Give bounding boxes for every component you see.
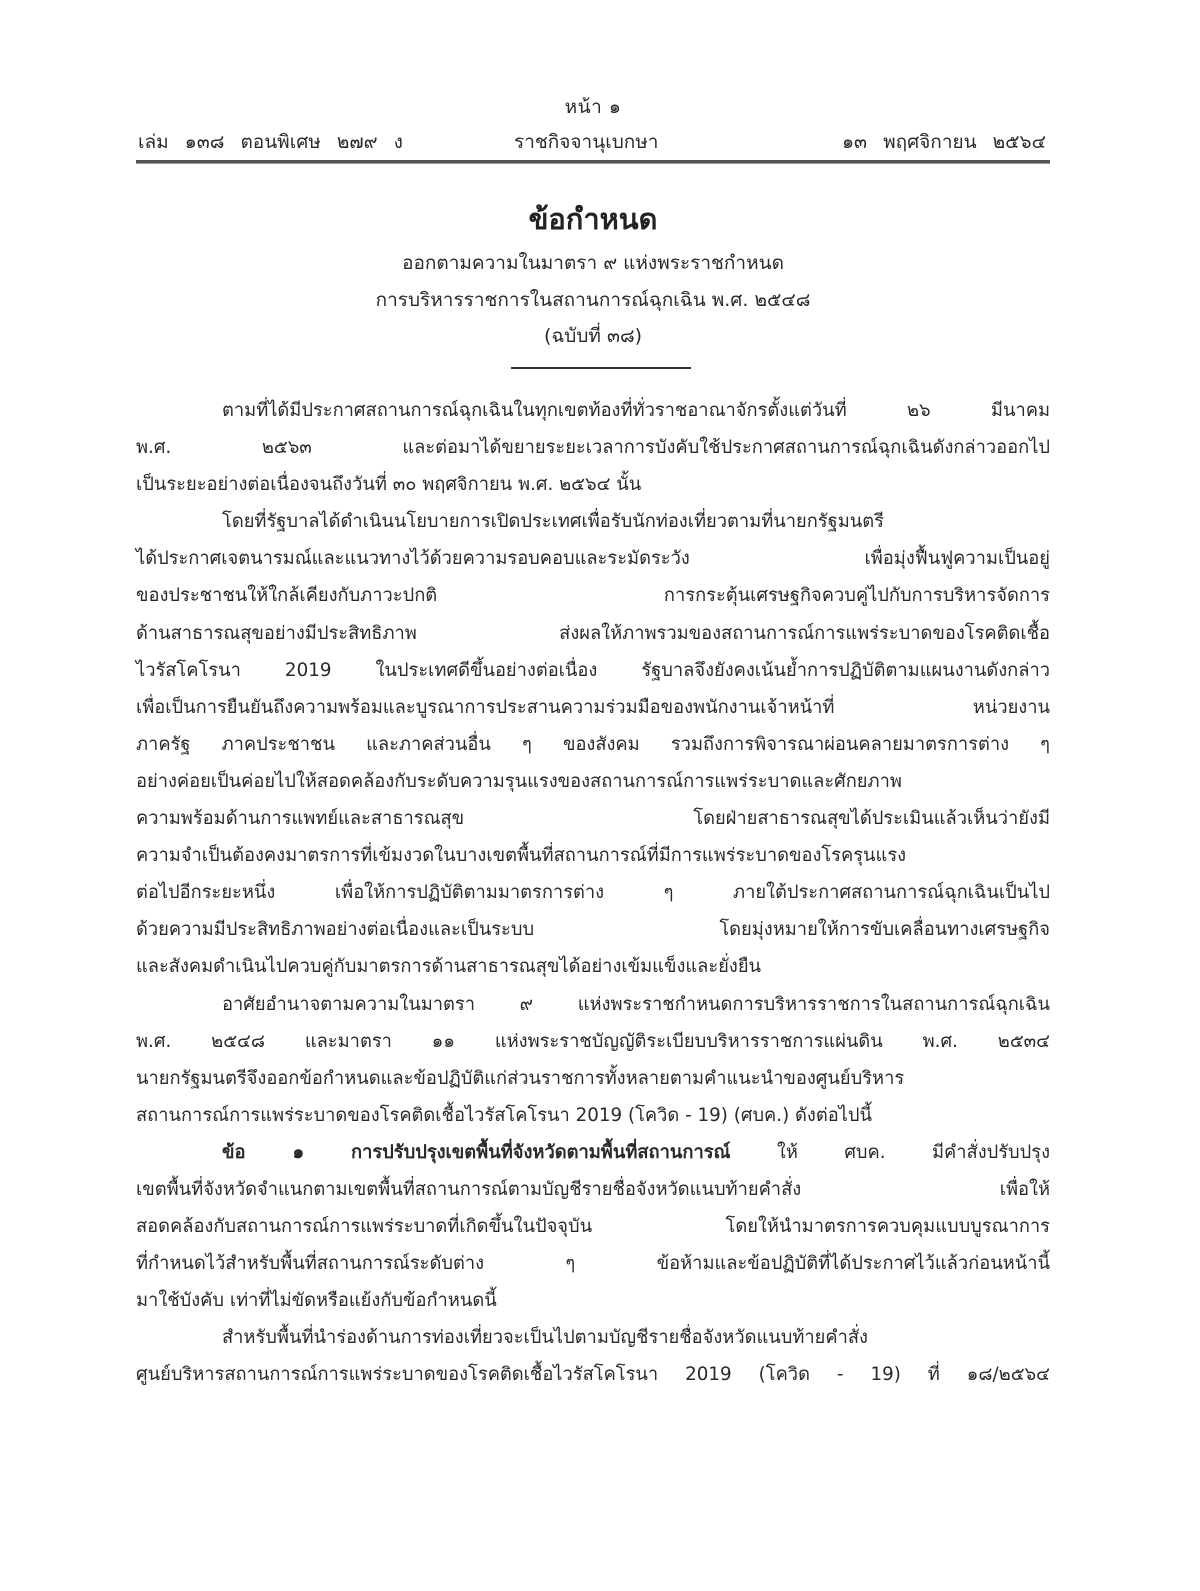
body-line: ต่อไปอีกระยะหนึ่ง เพื่อให้การปฏิบัติตามมาตรการต่าง ๆ ภายใต้ประกาศสถานการณ์ฉุกเฉินเป็นไป xyxy=(136,882,1050,904)
body-line: เป็นระยะอย่างต่อเนื่องจนถึงวันที่ ๓๐ พฤศจิกายน พ.ศ. ๒๕๖๔ นั้น xyxy=(136,474,642,496)
body-line: ศูนย์บริหารสถานการณ์การแพร่ระบาดของโรคติดเชื้อไวรัสโคโรนา 2019 (โควิด - 19) ที่ ๑๘/๒๕๖๔ xyxy=(136,1364,1050,1386)
page-number: หน้า ๑ xyxy=(564,96,622,118)
body-line: เขตพื้นที่จังหวัดจำแนกตามเขตพื้นที่สถานการณ์ตามบัญชีรายชื่อจังหวัดแนบท้ายคำสั่ง เพื่อให้ xyxy=(136,1178,1050,1200)
body-line: โดยที่รัฐบาลได้ดำเนินนโยบายการเปิดประเทศเพื่อรับนักท่องเที่ยวตามที่นายกรัฐมนตรี xyxy=(222,511,884,533)
body-line: มาใช้บังคับ เท่าที่ไม่ขัดหรือแย้งกับข้อกำหนดนี้ xyxy=(136,1290,497,1312)
body-line: อย่างค่อยเป็นค่อยไปให้สอดคล้องกับระดับความรุนแรงของสถานการณ์การแพร่ระบาดและศักยภาพ xyxy=(136,770,902,792)
gazette-header xyxy=(136,127,1050,157)
document-body xyxy=(136,392,1050,1394)
clause-1-heading: ข้อ ๑ การปรับปรุงเขตพื้นที่จังหวัดตามพื้นที่สถานการณ์ xyxy=(222,1141,731,1163)
body-line: และสังคมดำเนินไปควบคู่กับมาตรการด้านสาธารณสุขได้อย่างเข้มแข็งและยั่งยืน xyxy=(136,956,762,978)
body-line: สำหรับพื้นที่นำร่องด้านการท่องเที่ยวจะเป็นไปตามบัญชีรายชื่อจังหวัดแนบท้ายคำสั่ง xyxy=(222,1327,868,1349)
volume-issue: เล่ม ๑๓๘ ตอนพิเศษ ๒๗๙ ง xyxy=(138,131,403,153)
body-line: ภาครัฐ ภาคประชาชน และภาคส่วนอื่น ๆ ของสังคม รวมถึงการพิจารณาผ่อนคลายมาตรการต่าง ๆ xyxy=(136,733,1050,755)
body-line: ด้วยความมีประสิทธิภาพอย่างต่อเนื่องและเป็นระบบ โดยมุ่งหมายให้การขับเคลื่อนทางเศรษฐกิจ xyxy=(136,919,1050,941)
document-title: ข้อกำหนด xyxy=(528,202,658,236)
document-subtitle-1: ออกตามความในมาตรา ๙ แห่งพระราชกำหนด xyxy=(402,252,784,274)
title-divider xyxy=(511,367,691,369)
body-line: ของประชาชนให้ใกล้เคียงกับภาวะปกติ การกระตุ้นเศรษฐกิจควบคู่ไปกับการบริหารจัดการ xyxy=(136,585,1050,607)
clause-1-first-line xyxy=(136,1134,1050,1171)
body-line: ได้ประกาศเจตนารมณ์และแนวทางไว้ด้วยความรอบคอบและระมัดระวัง เพื่อมุ่งฟื้นฟูความเป็นอยู่ xyxy=(136,548,1050,570)
body-line: พ.ศ. ๒๕๔๘ และมาตรา ๑๑ แห่งพระราชบัญญัติระเบียบบริหารราชการแผ่นดิน พ.ศ. ๒๕๓๔ xyxy=(136,1030,1050,1052)
body-line: สถานการณ์การแพร่ระบาดของโรคติดเชื้อไวรัสโคโรนา 2019 (โควิด - 19) (ศบค.) ดังต่อไปนี้ xyxy=(136,1104,872,1126)
header-divider xyxy=(136,160,1050,164)
body-line: อาศัยอำนาจตามความในมาตรา ๙ แห่งพระราชกำหนดการบริหารราชการในสถานการณ์ฉุกเฉิน xyxy=(222,993,1050,1015)
body-line: พ.ศ. ๒๕๖๓ และต่อมาได้ขยายระยะเวลาการบังคับใช้ประกาศสถานการณ์ฉุกเฉินดังกล่าวออกไป xyxy=(136,437,1050,459)
body-line: เพื่อเป็นการยืนยันถึงความพร้อมและบูรณาการประสานความร่วมมือของพนักงานเจ้าหน้าที่ หน่วยงาน xyxy=(136,696,1050,718)
body-line: ความพร้อมด้านการแพทย์และสาธารณสุข โดยฝ่ายสาธารณสุขได้ประเมินแล้วเห็นว่ายังมี xyxy=(136,808,1050,830)
document-edition: (ฉบับที่ ๓๘) xyxy=(543,325,643,347)
publication-name: ราชกิจจานุเบกษา xyxy=(514,131,659,153)
body-line: ความจำเป็นต้องคงมาตรการที่เข้มงวดในบางเขตพื้นที่สถานการณ์ที่มีการแพร่ระบาดของโรครุนแรง xyxy=(136,845,907,867)
body-line: นายกรัฐมนตรีจึงออกข้อกำหนดและข้อปฏิบัติแก่ส่วนราชการทั้งหลายตามคำแนะนำของศูนย์บริหาร xyxy=(136,1067,905,1089)
body-line: ที่กำหนดไว้สำหรับพื้นที่สถานการณ์ระดับต่าง ๆ ข้อห้ามและข้อปฏิบัติที่ได้ประกาศไว้แล้วก่อนหน้านี้ xyxy=(136,1253,1050,1275)
document-subtitle-2: การบริหารราชการในสถานการณ์ฉุกเฉิน พ.ศ. ๒๕๔๘ xyxy=(375,289,811,311)
body-line: สอดคล้องกับสถานการณ์การแพร่ระบาดที่เกิดขึ้นในปัจจุบัน โดยให้นำมาตรการควบคุมแบบบูรณาการ xyxy=(136,1216,1050,1238)
body-line: ไวรัสโคโรนา 2019 ในประเทศดีขึ้นอย่างต่อเนื่อง รัฐบาลจึงยังคงเน้นย้ำการปฏิบัติตามแผนงานดังกล่าว xyxy=(136,659,1050,681)
clause-1-text: ให้ ศบค. มีคำสั่งปรับปรุง xyxy=(730,1141,1050,1163)
body-line: ด้านสาธารณสุขอย่างมีประสิทธิภาพ ส่งผลให้ภาพรวมของสถานการณ์การแพร่ระบาดของโรคติดเชื้อ xyxy=(136,622,1050,644)
body-line: ตามที่ได้มีประกาศสถานการณ์ฉุกเฉินในทุกเขตท้องที่ทั่วราชอาณาจักรตั้งแต่วันที่ ๒๖ มีนาคม xyxy=(222,400,1050,421)
publication-date: ๑๓ พฤศจิกายน ๒๕๖๔ xyxy=(842,131,1046,153)
